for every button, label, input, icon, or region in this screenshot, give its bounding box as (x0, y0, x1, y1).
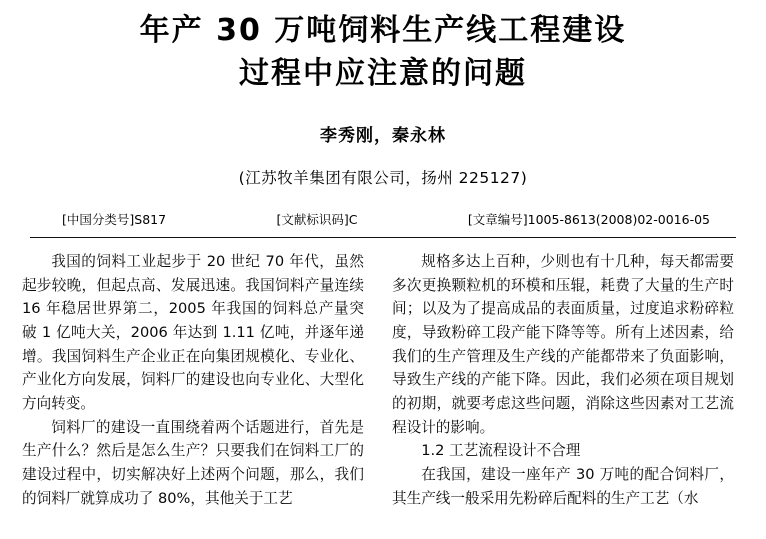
section-heading: 1.2 工艺流程设计不合理 (421, 442, 581, 460)
document-code (276, 210, 357, 228)
title-line-1: 年产 30 万吨饲料生产线工程建设 (139, 13, 627, 48)
title-line-2: 过程中应注意的问题 (239, 55, 527, 91)
clc-label: [中国分类号] (62, 212, 135, 228)
page-title (22, 10, 744, 95)
article-id (468, 210, 710, 228)
left-column (22, 250, 378, 510)
clc-value: S817 (134, 212, 167, 228)
document-code-label: [文献标识码] (276, 212, 349, 228)
paragraph: 饲料厂的建设一直围绕着两个话题进行，首先是生产什么？然后是怎么生产？只要我们在饲料工厂的建设过程中，切实解决好上述两个问题，那么，我们的饲料厂就算成功了 80%，其他关于工艺 (22, 418, 364, 507)
metadata-row (22, 210, 744, 228)
clc-number (62, 210, 166, 228)
paragraph: 在我国，建设一座年产 30 万吨的配合饲料厂，其生产线一般采用先粉碎后配料的生产工艺（水 (392, 465, 734, 507)
author-list: 李秀刚，秦永林 (320, 126, 446, 147)
affiliation: (江苏牧羊集团有限公司，扬州 225127) (238, 169, 528, 188)
right-column (378, 250, 734, 510)
paragraph: 规格多达上百种，少则也有十几种，每天都需要多次更换颗粒机的环模和压辊，耗费了大量的生产时间；以及为了提高成品的表面质量，过度追求粉碎粒度，导致粉碎工段产能下降等等。所有上述因素，给我们的生产管理及生产线的产能都带来了负面影响，导致生产线的产能下降。因此，我们必须在项目规划的初期，就要考虑这些问题，消除这些因素对工艺流程设计的影响。 (392, 253, 734, 436)
article-id-label: [文章编号] (467, 212, 528, 228)
body-columns (22, 250, 744, 510)
paragraph: 我国的饲料工业起步于 20 世纪 70 年代，虽然起步较晚，但起点高、发展迅速。我国饲料产量连续 16 年稳居世界第二，2005 年我国的饲料总产量突破 1 亿吨大关，2006 年达到 1.11 亿吨，并逐年递增。我国饲料生产企业正在向集团规模化、专业化、产业化方向发展，饲料厂的建设也向专业化、大型化方向转变。 (22, 253, 364, 413)
document-code-value: C (348, 212, 358, 228)
header-divider (30, 237, 736, 238)
article-id-value: 1005-8613(2008)02-0016-05 (527, 212, 710, 228)
